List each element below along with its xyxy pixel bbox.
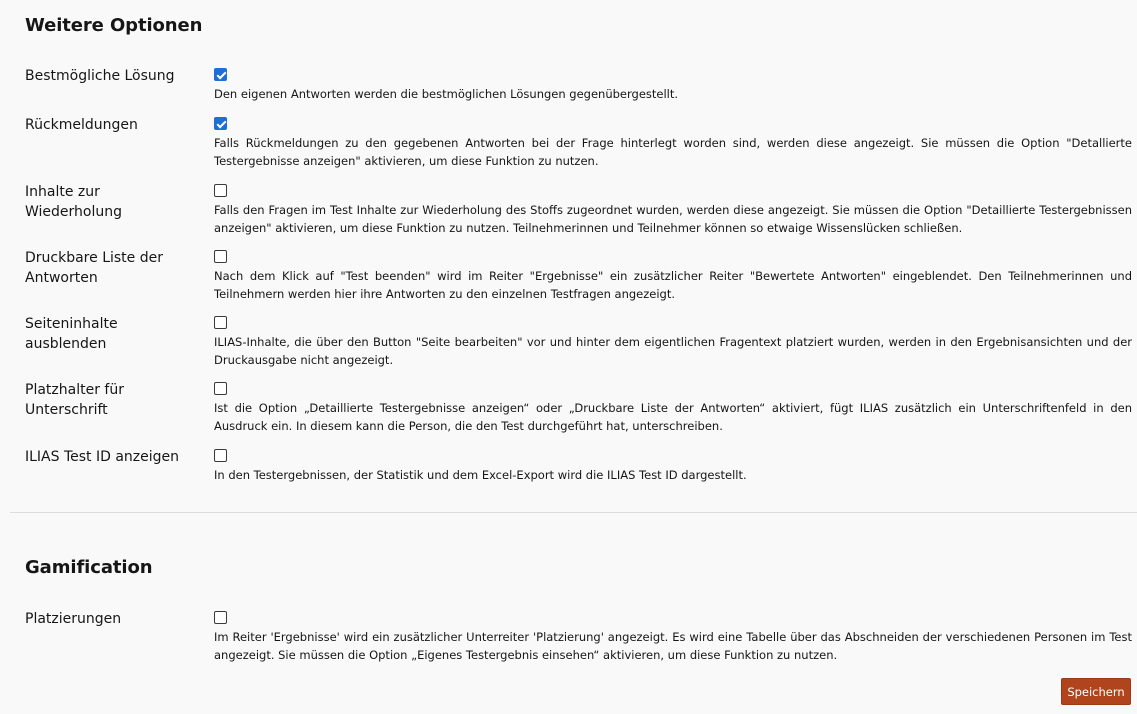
option-description: Den eigenen Antworten werden die bestmöglichen Lösungen gegenübergestellt. [214, 87, 679, 101]
option-checkbox[interactable] [214, 382, 227, 395]
option-description: Falls den Fragen im Test Inhalte zur Wiederholung des Stoffs zugeordnet wurden, werden diese angezeigt. Sie müssen die Option "Detaillierte Testergebnissen anzeigen" aktivieren, um diese Funktion zu nutzen. Teilnehmerinnen und Teilnehmer können so etwaige Wissenslücken schließen. [214, 203, 1132, 235]
option-label: Rückmeldungen [25, 117, 138, 133]
option-checkbox[interactable] [214, 449, 227, 462]
option-checkbox[interactable] [214, 184, 227, 197]
option-checkbox[interactable] [214, 117, 227, 130]
section-divider [10, 512, 1137, 513]
option-checkbox[interactable] [214, 68, 227, 81]
option-description: Ist die Option „Detaillierte Testergebnisse anzeigen“ oder „Druckbare Liste der Antworten“ aktiviert, fügt ILIAS zusätzlich ein Unterschriftenfeld in den Ausdruck ein. In diesem kann die Person, die den Test durchgeführt hat, unterschreiben. [214, 401, 1132, 433]
option-label: Platzierungen [25, 611, 122, 627]
option-description: Falls Rückmeldungen zu den gegebenen Antworten bei der Frage hinterlegt worden sind, werden diese angezeigt. Sie müssen die Option "Detallierte Testergebnisse anzeigen" aktivieren, um diese Funktion zu nutzen. [214, 136, 1132, 168]
option-label: ILIAS Test ID anzeigen [25, 449, 180, 465]
section-title-weitere-optionen: Weitere Optionen [25, 15, 203, 36]
option-checkbox[interactable] [214, 250, 227, 263]
section-title-gamification: Gamification [25, 557, 153, 578]
option-checkbox[interactable] [214, 316, 227, 329]
option-description: Im Reiter 'Ergebnisse' wird ein zusätzlicher Unterreiter 'Platzierung' angezeigt. Es wird eine Tabelle über das Abschneiden der verschiedenen Personen im Test angezeigt. Sie müssen die Option „Eigenes Testergebnis einsehen“ aktivieren, um diese Funktion zu nutzen. [214, 630, 1132, 662]
option-description: ILIAS-Inhalte, die über den Button "Seite bearbeiten" vor und hinter dem eigentlichen Fragentext platziert wurden, werden in den Ergebnisansichten und der Druckausgabe nicht angezeigt. [214, 335, 1132, 367]
option-label: Druckbare Liste der Antworten [25, 250, 163, 286]
option-description: In den Testergebnissen, der Statistik und dem Excel-Export wird die ILIAS Test ID dargestellt. [214, 468, 747, 482]
option-label: Bestmögliche Lösung [25, 68, 175, 84]
option-description: Nach dem Klick auf "Test beenden" wird im Reiter "Ergebnisse" ein zusätzlicher Reiter "Bewertete Antworten" eingeblendet. Den Teilnehmerinnen und Teilnehmern werden hier ihre Antworten zu den einzelnen Testfragen angezeigt. [214, 269, 1132, 301]
save-button[interactable]: Speichern [1061, 678, 1131, 705]
option-label: Inhalte zur Wiederholung [25, 184, 123, 220]
option-checkbox[interactable] [214, 611, 227, 624]
option-label: Platzhalter für Unterschrift [25, 382, 124, 418]
option-label: Seiteninhalte ausblenden [25, 316, 118, 352]
